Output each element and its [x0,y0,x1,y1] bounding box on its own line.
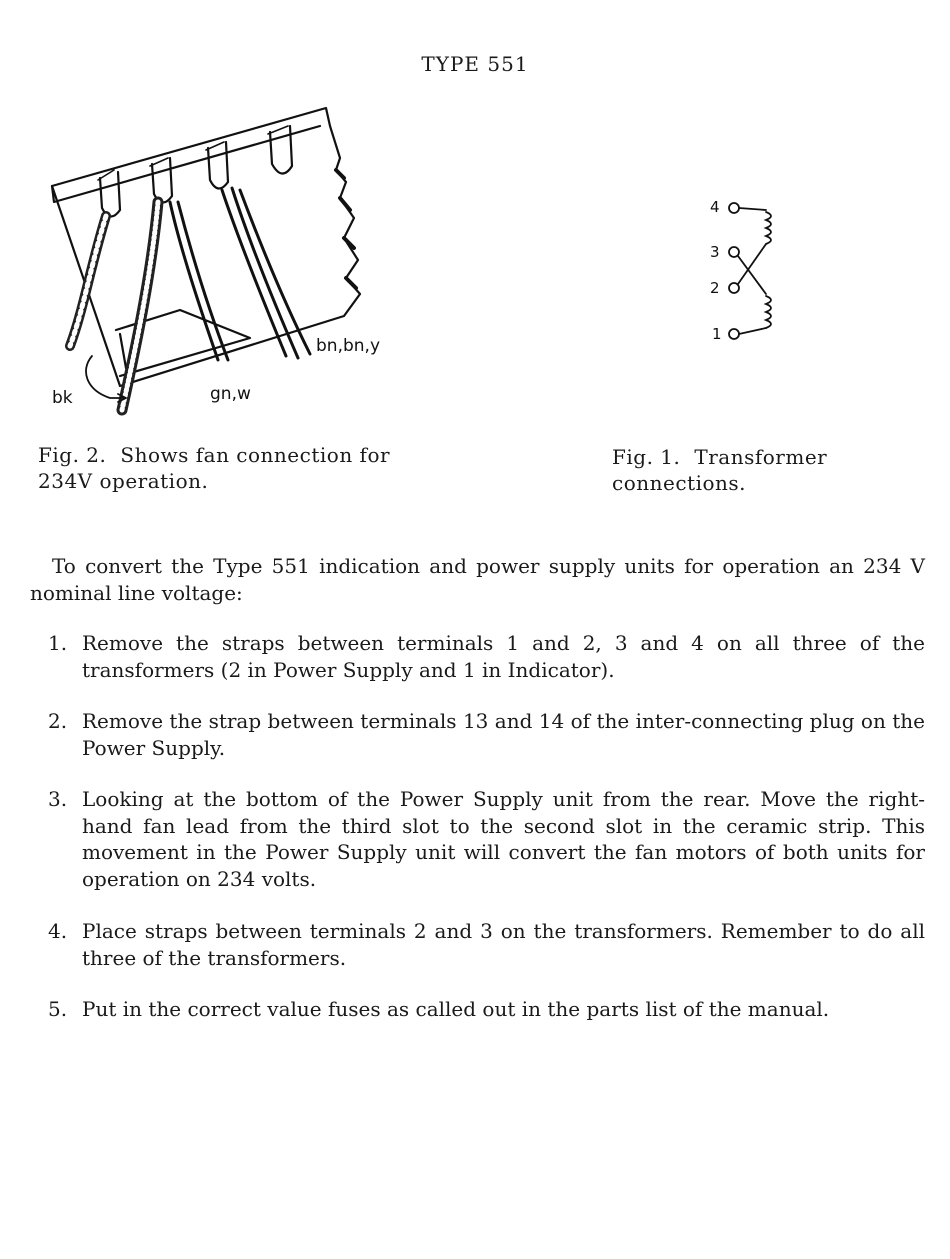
figure1-caption [612,444,912,496]
figure1-caption-text: Transformer connections. [612,445,828,495]
wire-label-brown-yellow: bn,bn,y [316,336,380,356]
figure1-caption-number: Fig. 1. [612,445,681,469]
intro-text: To convert the Type 551 indication and power supply units for operation an 234 V nominal line voltage: [30,554,925,605]
figure2-caption-number: Fig. 2. [38,443,107,467]
terminal-label-2: 2 [710,279,720,297]
transformer-schematic [690,188,800,358]
list-item [30,918,925,971]
figure2-caption-text: Shows fan connection for 234V operation. [38,443,391,493]
list-item [30,630,925,683]
list-item [30,996,925,1023]
terminal-1-icon [729,329,739,339]
step-number: 3. [48,787,68,811]
step-number: 4. [48,919,68,943]
terminal-label-4: 4 [710,198,720,216]
transformer-coil-drawing [690,188,800,358]
page-title: TYPE 551 [421,52,529,76]
conversion-steps-list [30,630,925,1023]
figure2-caption [38,442,448,494]
intro-paragraph [30,553,925,607]
step-number: 5. [48,997,68,1021]
terminal-strip-drawing [40,98,440,428]
list-item [30,708,925,761]
list-item [30,786,925,892]
wire-label-green-white: gn,w [210,384,251,404]
step-number: 1. [48,631,68,655]
terminal-label-3: 3 [710,243,720,261]
step-text: Remove the straps between terminals 1 and 2, 3 and 4 on all three of the transformers (2 in Power Supply and 1 in Indicator). [82,631,925,682]
fan-connection-illustration [40,98,440,428]
wire-label-black: bk [52,388,73,408]
terminal-label-1: 1 [712,325,722,343]
terminal-4-icon [729,203,739,213]
step-text: Put in the correct value fuses as called out in the parts list of the manual. [82,997,830,1021]
step-text: Remove the strap between terminals 13 and 14 of the inter-connecting plug on the Power Supply. [82,709,925,760]
step-text: Looking at the bottom of the Power Supply unit from the rear. Move the right-hand fan lead from the third slot to the second slot in the ceramic strip. This movement in the Power Supply unit will convert the fan motors of both units for operation on 234 volts. [82,787,925,891]
step-number: 2. [48,709,68,733]
step-text: Place straps between terminals 2 and 3 on the transformers. Remember to do all three of the transformers. [82,919,925,970]
